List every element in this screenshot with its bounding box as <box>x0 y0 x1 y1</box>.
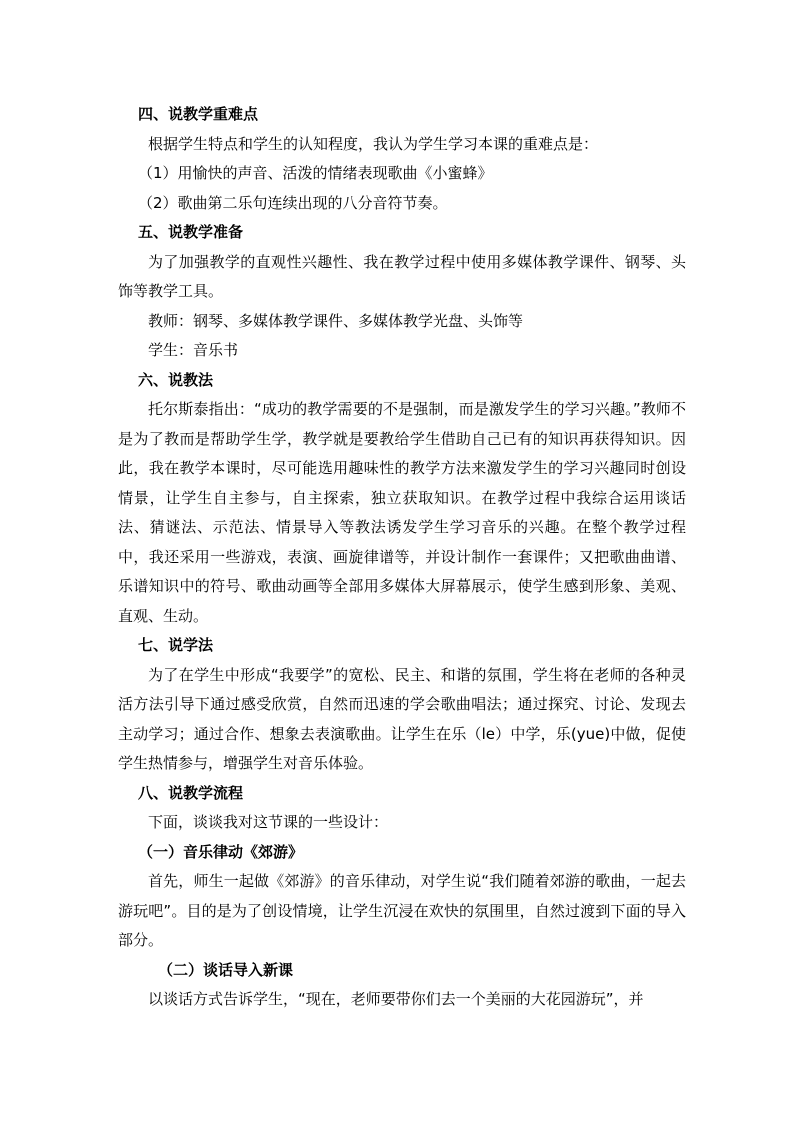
section-4-item-1: （1）用愉快的声音、活泼的情绪表现歌曲《小蜜蜂》 <box>138 164 493 182</box>
section-heading-6: 六、说教法 <box>138 370 214 389</box>
section-4-intro: 根据学生特点和学生的认知程度，我认为学生学习本课的重难点是： <box>148 134 599 153</box>
section-5-paragraph: 为了加强教学的直观性兴趣性、我在教学过程中使用多媒体教学课件、钢琴、头饰等教学工具。 <box>118 252 686 300</box>
subsection-heading-2: （二）谈话导入新课 <box>158 960 294 979</box>
section-5-student: 学生：音乐书 <box>148 341 239 359</box>
document-body <box>118 100 686 1015</box>
subsection-1-paragraph: 首先，师生一起做《郊游》的音乐律动，对学生说“我们随着郊游的歌曲，一起去游玩吧”。目的是为了创设情境，让学生沉浸在欢快的氛围里，自然过渡到下面的导入部分。 <box>118 872 686 949</box>
section-8-intro: 下面，谈谈我对这节课的一些设计： <box>148 813 389 831</box>
section-heading-8: 八、说教学流程 <box>138 783 244 802</box>
subsection-heading-1: （一）音乐律动《郊游》 <box>138 842 304 861</box>
section-heading-4: 四、说教学重难点 <box>138 105 259 123</box>
section-heading-7: 七、说学法 <box>138 636 214 654</box>
section-6-paragraph: 托尔斯泰指出：“成功的教学需要的不是强制，而是激发学生的学习兴趣。”教师不是为了教而是帮助学生学，教学就是要教给学生借助自己已有的知识再获得知识。因此，我在教学本课时，尽可能选用趣味性的教学方法来激发学生的学习兴趣同时创设情景，让学生自主参与，自主探索，独立获取知识。在教学过程中我综合运用谈话法、猜谜法、示范法、情景导入等教法诱发学生学习音乐的兴趣。在整个教学过程中，我还采用一些游戏，表演、画旋律谱等，并设计制作一套课件；又把歌曲曲谱、乐谱知识中的符号、歌曲动画等全部用多媒体大屏幕展示，使学生感到形象、美观、直观、生动。 <box>118 400 686 625</box>
section-heading-5: 五、说教学准备 <box>138 223 244 241</box>
section-4-item-2: （2）歌曲第二乐句连续出现的八分音符节奏。 <box>138 193 448 212</box>
subsection-2-paragraph: 以谈话方式告诉学生，“现在，老师要带你们去一个美丽的大花园游玩”，并 <box>148 990 644 1008</box>
section-7-paragraph: 为了在学生中形成“我要学”的宽松、民主、和谐的氛围，学生将在老师的各种灵活方法引导下通过感受欣赏，自然而迅速的学会歌曲唱法；通过探究、讨论、发现去主动学习；通过合作、想象去表演歌曲。让学生在乐（le）中学，乐(yue)中做，促使学生热情参与，增强学生对音乐体验。 <box>118 665 686 772</box>
section-5-teacher: 教师：钢琴、多媒体教学课件、多媒体教学光盘、头饰等 <box>148 311 524 330</box>
